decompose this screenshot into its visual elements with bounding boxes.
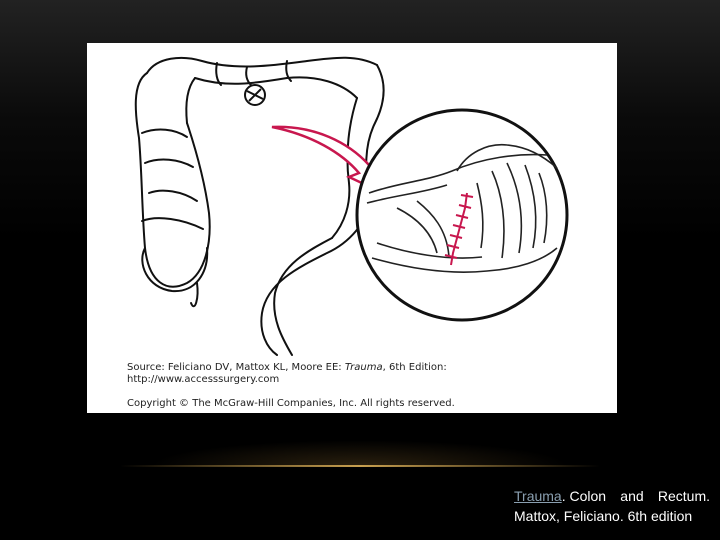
source-url: http://www.accesssurgery.com: [127, 374, 280, 385]
gold-divider-line: [120, 465, 600, 467]
perforation-mark: [245, 85, 265, 105]
divider-glow: [150, 440, 570, 466]
magnified-view: [357, 110, 567, 320]
source-book-title: Trauma: [344, 362, 383, 373]
caption-line-1: [514, 486, 710, 506]
caption-word-rectum: Rectum.: [657, 488, 710, 504]
source-prefix: Source: Feliciano DV, Mattox KL, Moore EE:: [127, 362, 345, 373]
colon-injury-illustration: [87, 43, 617, 413]
large-intestine-drawing: [136, 58, 384, 355]
caption-first-segment: [514, 486, 606, 506]
trauma-link[interactable]: Trauma: [514, 488, 562, 504]
figure-source-citation: [127, 362, 607, 386]
slide-caption: [514, 486, 710, 526]
colon-illustration-figure: [87, 43, 617, 413]
caption-line-2: Mattox, Feliciano. 6th edition: [514, 508, 693, 524]
caption-word-and: and: [620, 488, 644, 504]
caption-word-colon: . Colon: [561, 488, 607, 504]
figure-copyright: Copyright © The McGraw-Hill Companies, Inc. All rights reserved.: [127, 398, 455, 409]
source-suffix: , 6th Edition:: [382, 362, 447, 373]
